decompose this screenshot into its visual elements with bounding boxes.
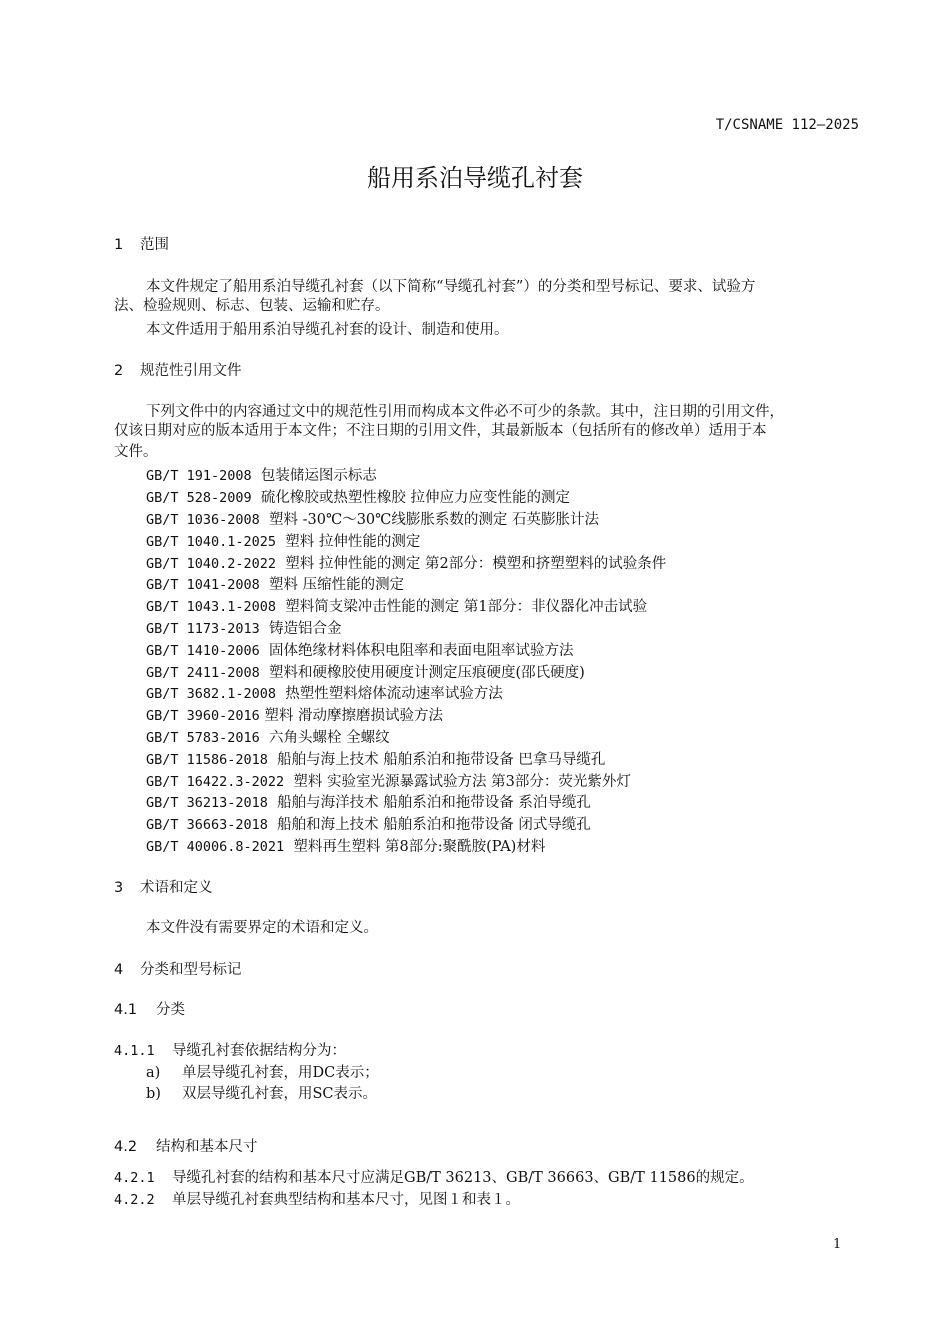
clause-4-2-2: [114, 1188, 520, 1209]
reference-code: GB/T 2411-2008: [146, 665, 260, 681]
clause-text: 导缆孔衬套的结构和基本尺寸应满足GB/T 36213、GB/T 36663、GB/T 11586的规定。: [172, 1170, 754, 1186]
terms-paragraph: 本文件没有需要界定的术语和定义。: [146, 920, 378, 936]
reference-title: 塑料 实验室光源暴露试验方法 第3部分：荧光紫外灯: [293, 774, 631, 790]
list-item-text: 单层导缆孔衬套，用DC表示；: [182, 1065, 379, 1081]
reference-item: [146, 682, 503, 703]
subsection-title: 分类: [156, 1002, 185, 1018]
clause-text: 导缆孔衬套依据结构分为：: [172, 1043, 346, 1059]
section-title: 规范性引用文件: [140, 363, 242, 379]
subsection-number: 4.1: [114, 1002, 138, 1018]
reference-title: 塑料 -30℃～30℃线膨胀系数的测定 石英膨胀计法: [269, 512, 599, 528]
list-item: [146, 1082, 377, 1103]
reference-title: 塑料 拉伸性能的测定 第2部分：模塑和挤塑塑料的试验条件: [285, 556, 667, 572]
reference-title: 船舶与海洋技术 船舶系泊和拖带设备 系泊导缆孔: [277, 795, 591, 811]
reference-code: GB/T 528-2009: [146, 490, 252, 506]
section-number: 2: [114, 363, 124, 379]
section-title: 范围: [140, 237, 169, 253]
clause-4-1-1: [114, 1039, 346, 1060]
reference-item: [146, 639, 574, 660]
reference-code: GB/T 36663-2018: [146, 817, 268, 833]
reference-title: 船舶与海上技术 船舶系泊和拖带设备 巴拿马导缆孔: [277, 752, 606, 768]
reference-title: 硫化橡胶或热塑性橡胶 拉伸应力应变性能的测定: [260, 490, 570, 506]
reference-code: GB/T 36213-2018: [146, 795, 268, 811]
reference-code: GB/T 1043.1-2008: [146, 599, 277, 615]
reference-code: GB/T 1410-2006: [146, 643, 260, 659]
subsection-number: 4.2: [114, 1139, 138, 1155]
reference-item: [146, 813, 591, 834]
reference-title: 塑料和硬橡胶使用硬度计测定压痕硬度(邵氏硬度): [269, 665, 585, 681]
references-intro-line-1: 下列文件中的内容通过文中的规范性引用而构成本文件必不可少的条款。其中，注日期的引用文件，: [146, 404, 784, 420]
section-number: 1: [114, 237, 124, 253]
reference-title: 塑料再生塑料 第8部分:聚酰胺(PA)材料: [293, 839, 546, 855]
scope-paragraph-line-1: 本文件规定了船用系泊导缆孔衬套（以下简称“导缆孔衬套”）的分类和型号标记、要求、试验方: [146, 279, 756, 295]
reference-item: [146, 661, 585, 682]
clause-4-2-1: [114, 1166, 754, 1187]
reference-title: 热塑性塑料熔体流动速率试验方法: [285, 686, 503, 702]
reference-code: GB/T 1040.1-2025: [146, 534, 277, 550]
reference-item: [146, 835, 545, 856]
subsection-title: 结构和基本尺寸: [156, 1139, 258, 1155]
reference-title: 包装储运图示标志: [260, 468, 377, 484]
reference-item: [146, 617, 342, 638]
reference-item: [146, 595, 647, 616]
standard-code: T/CSNAME 112—2025: [715, 117, 859, 133]
scope-paragraph-2: 本文件适用于船用系泊导缆孔衬套的设计、制造和使用。: [146, 322, 509, 338]
subsection-4-1-heading: [114, 998, 185, 1019]
section-title: 分类和型号标记: [140, 962, 242, 978]
references-intro-line-2: 仅该日期对应的版本适用于本文件；不注日期的引用文件，其最新版本（包括所有的修改单）适用于本: [114, 423, 767, 439]
section-number: 3: [114, 880, 124, 896]
reference-item: [146, 748, 605, 769]
section-1-heading: [114, 233, 169, 254]
reference-title: 铸造铝合金: [269, 621, 342, 637]
reference-code: GB/T 191-2008: [146, 468, 252, 484]
section-title: 术语和定义: [140, 880, 213, 896]
clause-number: 4.2.2: [114, 1192, 155, 1208]
reference-title: 塑料 压缩性能的测定: [269, 577, 405, 593]
reference-code: GB/T 5783-2016: [146, 730, 260, 746]
reference-code: GB/T 3960-2016: [146, 708, 260, 724]
references-intro-line-3: 文件。: [114, 444, 158, 460]
reference-title: 六角头螺栓 全螺纹: [269, 730, 390, 746]
section-3-heading: [114, 876, 213, 897]
reference-item: [146, 726, 390, 747]
reference-code: GB/T 11586-2018: [146, 752, 268, 768]
reference-item: [146, 486, 570, 507]
reference-item: [146, 704, 443, 725]
reference-code: GB/T 40006.8-2021: [146, 839, 285, 855]
page-number: 1: [833, 1237, 842, 1252]
reference-item: [146, 464, 377, 485]
reference-item: [146, 552, 666, 573]
list-item-text: 双层导缆孔衬套，用SC表示。: [182, 1086, 378, 1102]
reference-title: 塑料 拉伸性能的测定: [285, 534, 421, 550]
list-item: [146, 1061, 379, 1082]
reference-code: GB/T 1173-2013: [146, 621, 260, 637]
reference-item: [146, 530, 420, 551]
subsection-4-2-heading: [114, 1135, 258, 1156]
section-4-heading: [114, 958, 242, 979]
section-number: 4: [114, 962, 124, 978]
reference-code: GB/T 16422.3-2022: [146, 774, 285, 790]
reference-title: 船舶和海上技术 船舶系泊和拖带设备 闭式导缆孔: [277, 817, 591, 833]
reference-item: [146, 791, 591, 812]
reference-item: [146, 573, 404, 594]
scope-paragraph-line-2: 法、检验规则、标志、包装、运输和贮存。: [114, 298, 390, 314]
reference-item: [146, 770, 631, 791]
section-2-heading: [114, 359, 242, 380]
reference-code: GB/T 1040.2-2022: [146, 556, 277, 572]
list-item-label: b): [146, 1086, 161, 1102]
clause-number: 4.1.1: [114, 1043, 155, 1059]
reference-title: 塑料简支梁冲击性能的测定 第1部分：非仪器化冲击试验: [285, 599, 648, 615]
reference-item: [146, 508, 599, 529]
document-title: 船用系泊导缆孔衬套: [367, 164, 583, 192]
reference-code: GB/T 1036-2008: [146, 512, 260, 528]
clause-number: 4.2.1: [114, 1170, 155, 1186]
reference-title: 固体绝缘材料体积电阻率和表面电阻率试验方法: [269, 643, 574, 659]
list-item-label: a): [146, 1065, 161, 1081]
reference-code: GB/T 1041-2008: [146, 577, 260, 593]
clause-text: 单层导缆孔衬套典型结构和基本尺寸，见图１和表１。: [172, 1192, 520, 1208]
reference-code: GB/T 3682.1-2008: [146, 686, 277, 702]
reference-title: 塑料 滑动摩擦磨损试验方法: [264, 708, 444, 724]
